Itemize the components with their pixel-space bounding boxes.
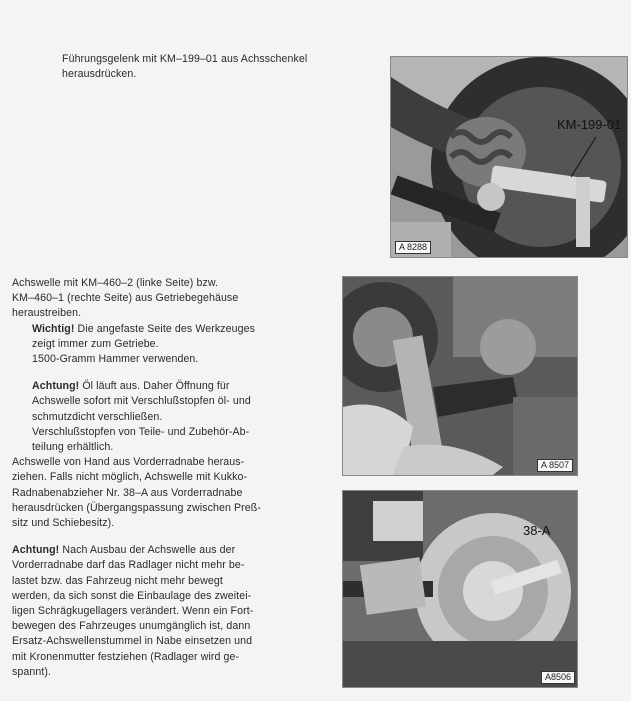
text-line: Führungsgelenk mit KM–199–01 aus Achsschenkel (62, 53, 308, 65)
text-line: ziehen. Falls nicht möglich, Achswelle mit Kukko- (12, 471, 248, 484)
text-line: mit Kronenmutter festziehen (Radlager wird ge- (12, 650, 240, 663)
instruction-ball-joint (62, 52, 307, 82)
figure-code: A 8288 (395, 241, 431, 254)
text-line: KM–460–1 (rechte Seite) aus Getriebegehäuse (12, 292, 239, 305)
text-line: Ersatz-Achswellenstummel in Nabe einsetzen und (12, 635, 253, 648)
text-line: herausdrücken (Übergangspassung zwischen Preß- (12, 501, 261, 514)
text-line: bewegen des Fahrzeuges unumgänglich ist, dann (12, 620, 251, 633)
caution-label: Achtung! (32, 380, 80, 393)
photo-ball-joint-tool (390, 56, 628, 258)
photo-hub-puller (342, 490, 578, 688)
text-line: schmutzdicht verschließen. (32, 410, 163, 423)
text-line: Achswelle sofort mit Verschlußstopfen öl- und (32, 395, 251, 408)
figure-code: A8506 (541, 671, 575, 684)
text-line: werden, da sich sonst die Einbaulage des zweitei- (12, 589, 252, 602)
text-line: Radnabenabzieher Nr. 38–A aus Vorderradnabe (12, 486, 243, 499)
text-line: ligen Schrägkugellagers verändert. Wenn ein Fort- (12, 605, 254, 618)
text-line: 1500-Gramm Hammer verwenden. (32, 353, 199, 366)
callout-label: KM-199-01 (557, 117, 622, 132)
instruction-drive-shaft (12, 276, 261, 680)
text-line: herausdrücken. (62, 68, 137, 81)
text-line: teilung erhältlich. (32, 441, 114, 454)
note-important: Wichtig! Die angefaste Seite des Werkzeuges (32, 322, 256, 335)
text-line: zeigt immer zum Getriebe. (32, 337, 159, 350)
text-line: sitz und Schiebesitz). (12, 517, 115, 530)
text-line: Verschlußstopfen von Teile- und Zubehör-Ab- (32, 425, 250, 438)
callout-label: 38-A (523, 523, 551, 538)
text-line: heraustreiben. (12, 307, 82, 320)
photo-drive-shaft-removal (342, 276, 578, 476)
text-line: spannt). (12, 665, 52, 678)
text-line: lastet bzw. das Fahrzeug nicht mehr bewegt (12, 574, 223, 587)
text-line: Achswelle mit KM–460–2 (linke Seite) bzw. (12, 277, 219, 289)
figure-code: A 8507 (537, 459, 573, 472)
text-line: Achswelle von Hand aus Vorderradnabe heraus- (12, 456, 245, 469)
important-label: Wichtig! (32, 322, 75, 335)
note-caution: Achtung! Öl läuft aus. Daher Öffnung für (32, 380, 230, 393)
text-line: Vorderradnabe darf das Radlager nicht mehr be- (12, 559, 245, 572)
note-caution-bearing: Achtung! Nach Ausbau der Achswelle aus der (12, 544, 236, 557)
caution-label: Achtung! (12, 544, 60, 557)
